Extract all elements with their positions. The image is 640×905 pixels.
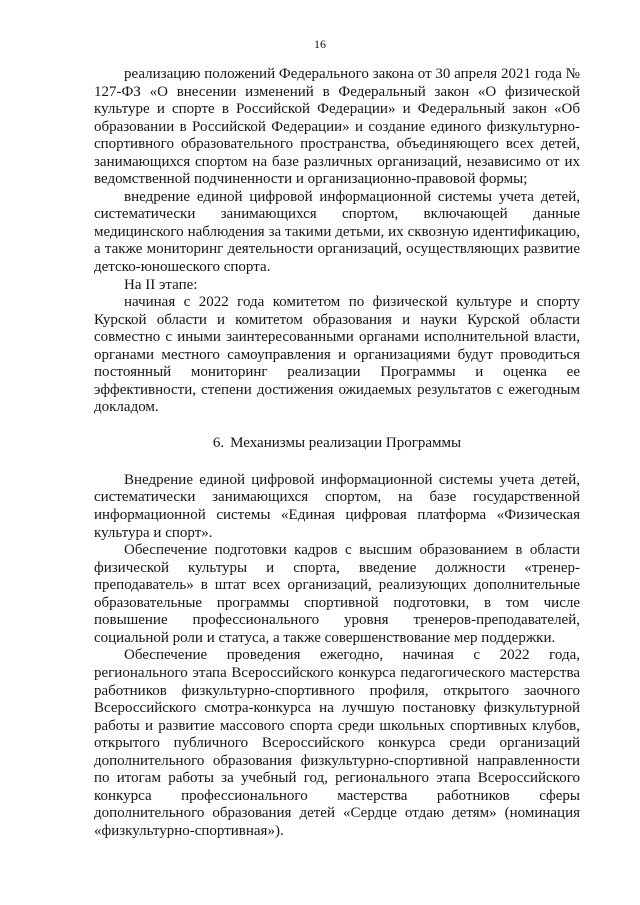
paragraph-digital-platform: Внедрение единой цифровой информационной системы учета детей, систематически занимающихся спортом, на базе государственной информационной системы «Единая цифровая платформа «Физическая культура и спорт».	[94, 471, 580, 541]
paragraph-monitoring: начиная с 2022 года комитетом по физической культуре и спорту Курской области и комитетом образования и науки Курской области совместно с иными заинтересованными органами исполнительной власти, органами местного самоуправления и организациями будут проводиться постоянный мониторинг реализации Программы и оценка ее эффективности, степени достижения ожидаемых результатов с ежегодным докладом.	[94, 294, 580, 416]
paragraph-staff-training: Обеспечение подготовки кадров с высшим образованием в области физической культуры и спорта, введение должности «тренер-преподаватель» в штат всех организаций, реализующих дополнительные образовательные программы спортивной подготовки, в том числе повышение профессионального уровня тренеров-преподавателей, социальной роли и статуса, а также совершенствование мер поддержки.	[94, 542, 580, 646]
section-heading	[94, 434, 580, 452]
paragraph-digital-system: внедрение единой цифровой информационной системы учета детей, систематически занимающихся спортом, включающей данные медицинского наблюдения за такими детьми, их сквозную идентификацию, а также мониторинг деятельности организаций, осуществляющих развитие детско-юношеского спорта.	[94, 188, 580, 276]
section-number: 6.	[212, 434, 225, 451]
document-body	[94, 66, 580, 840]
paragraph-law-implementation: реализацию положений Федерального закона от 30 апреля 2021 года № 127-ФЗ «О внесении изменений в Федеральный закон «О физической культуре и спорте в Российской Федерации» и Федеральный закон «Об образовании в Российской Федерации» и создание единого физкультурно-спортивного образовательного пространства, объединяющего всех детей, занимающихся спортом на базе различных организаций, независимо от их ведомственной подчиненности и организационно-правовой формы;	[94, 66, 580, 188]
paragraph-contests: Обеспечение проведения ежегодно, начиная с 2022 года, регионального этапа Всероссийского конкурса педагогического мастерства работников физкультурно-спортивного профиля, открытого заочного Всероссийского смотра-конкурса на лучшую постановку физкультурной работы и развитие массового спорта среди школьных спортивных клубов, открытого публичного Всероссийского конкурса среди организаций дополнительного образования физкультурно-спортивной направленности по итогам работы за учебный год, регионального этапа Всероссийского конкурса профессионального мастерства работников сферы дополнительного образования детей «Сердце отдаю детям» (номинация «физкультурно-спортивная»).	[94, 647, 580, 839]
page-number: 16	[314, 37, 326, 51]
paragraph-stage-two-heading: На II этапе:	[124, 276, 198, 293]
section-title: Механизмы реализации Программы	[230, 434, 462, 451]
